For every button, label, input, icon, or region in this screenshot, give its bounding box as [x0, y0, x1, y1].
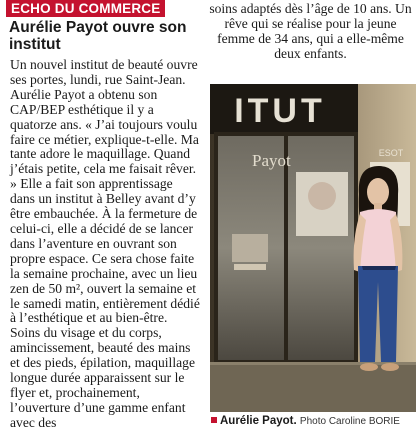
caption-marker-icon: [211, 417, 217, 423]
caption-name: Aurélie Payot.: [220, 415, 297, 427]
section-rubric: ECHO DU COMMERCE: [6, 0, 165, 17]
article-body: Un nouvel institut de beauté ouvre ses portes, lundi, rue Saint-Jean. Aurélie Payot a obtenu son CAP/BEP esthétique il y a quatorze ans. « J’ai toujours voulu faire ce métier, explique-t-elle. Ma tante adore le maquillage. Quand j’étais petite, cela me faisait rêver. » Elle a fait son apprentissage dans un institut à Belley avant d’y être embauchée. À la fermeture de celui-ci, elle a décidé de se lancer dans l’aventure en ouvrant son propre espace. Ce sera chose faite la semaine prochaine, avec un lieu zen de 50 m², ouvert la semaine et le samedi matin, entièrement dédié à l’esthétique et au bien-être. Soins du visage et du corps, amincissement, beauté des mains et des pieds, épilation, maquillage longue durée apparaissent sur le flyer et, prochainement, l’ouverture d’une gamme enfant avec des: [10, 57, 200, 430]
article-headline: Aurélie Payot ouvre son institut: [9, 19, 187, 53]
brand-logo-text: Payot: [252, 151, 291, 170]
window-lettering: ITUT: [234, 92, 326, 130]
storefront-photo: [210, 84, 416, 412]
side-poster-text: ESOT: [378, 148, 404, 158]
article-left-column: [6, 0, 200, 431]
article-continuation: soins adaptés dès l’âge de 10 ans. Un rêve qui se réalise pour la jeune femme de 34 ans, qui a elle-même deux enfants.: [209, 1, 412, 61]
photo-credit: Photo Caroline BORIE: [299, 416, 400, 427]
photo-caption: [211, 414, 416, 429]
storefront-photo-illustration: [210, 84, 416, 412]
